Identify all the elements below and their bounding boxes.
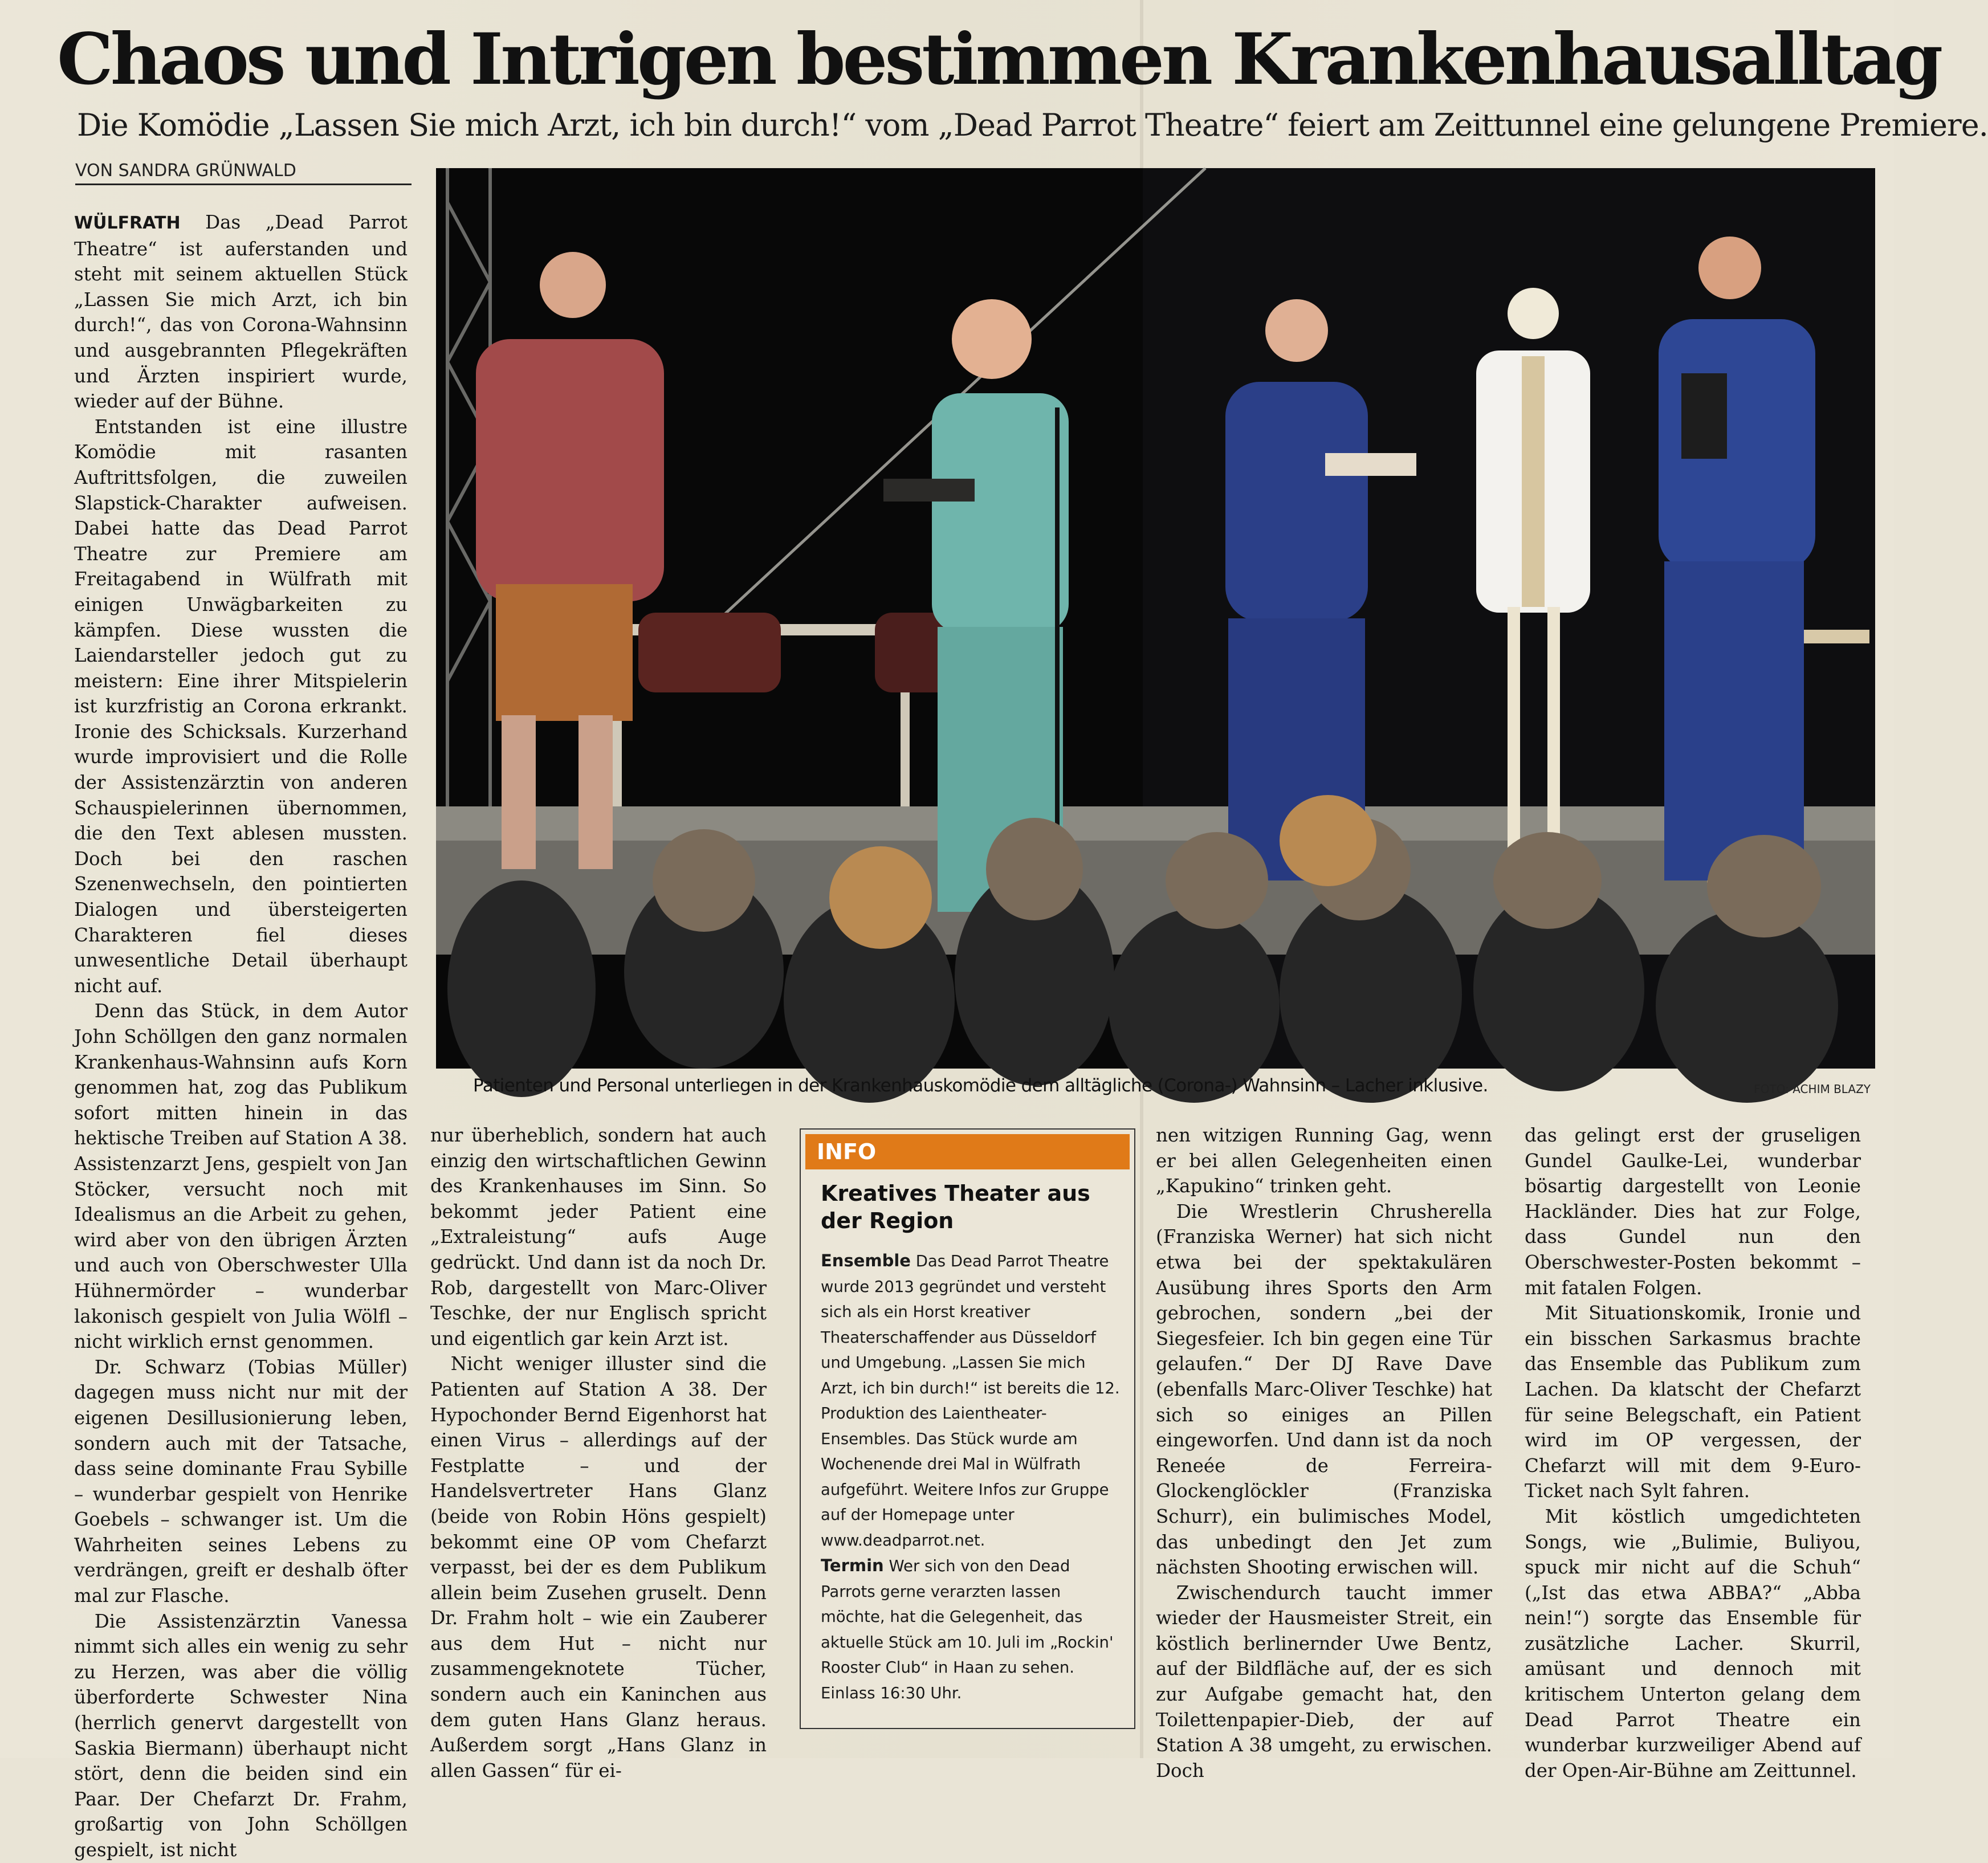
paragraph: Mit Situationskomik, Ironie und ein bisschen Sarkasmus brachte das Ensemble das Publikum zum Lachen. Da klatscht der Chefarzt für seine Belegschaft, ein Patient wird im OP vergessen, der Chefarzt will mit dem 9-Euro-Ticket nach Sylt fahren. bbox=[1525, 1302, 1861, 1502]
article-column-2 bbox=[430, 1123, 767, 1782]
info-label-termin: Termin bbox=[821, 1556, 884, 1575]
paragraph: Zwischendurch taucht immer wieder der Hausmeister Streit, ein köstlich berlinernder Uwe Bentz, auf der Bildfläche auf, der es sich zur Aufgabe gemacht hat, den Toilettenpapier-Dieb, der auf Station A 38 umgeht, zu erwischen. Doch bbox=[1156, 1581, 1492, 1782]
info-termin bbox=[821, 1553, 1123, 1706]
photo-caption: Patienten und Personal unterliegen in der Krankenhauskomödie dem alltägliche (Corona-) Wahnsinn – Lacher inklusive. bbox=[473, 1075, 1488, 1096]
info-termin-text: Wer sich von den Dead Parrots gerne verarzten lassen möchte, hat die Gelegenheit, das aktuelle Stück am 10. Juli im „Rockin' Rooster Club“ in Haan zu sehen. Einlass 16:30 Uhr. bbox=[821, 1557, 1114, 1702]
info-ensemble bbox=[821, 1248, 1123, 1553]
paragraph: nur überheblich, sondern hat auch einzig den wirtschaftlichen Gewinn des Krankenhauses im Sinn. So bekommt jeder Patient eine „Extraleistung“ aufs Auge gedrückt. Und dann ist da noch Dr. Rob, dargestellt von Marc-Oliver Teschke, der nur Englisch spricht und eigentlich gar kein Arzt ist. bbox=[430, 1124, 767, 1350]
paragraph: Mit köstlich umgedichteten Songs, wie „Bulimie, Buliyou, spuck mir nicht auf die Schuh“ („Ist das etwa ABBA?“ „Abba nein!“) sorgte das Ensemble für zusätzliche Lacher. Skurril, amüsant und dennoch mit kritischem Unterton gelang dem Dead Parrot Theatre ein wunderbar kurzweiliger Abend auf der Open-Air-Bühne am Zeittunnel. bbox=[1525, 1505, 1861, 1782]
info-tag: INFO bbox=[805, 1134, 1130, 1169]
article-column-1 bbox=[74, 210, 408, 1861]
info-title: Kreatives Theater aus der Region bbox=[821, 1181, 1090, 1233]
article-column-4 bbox=[1156, 1123, 1492, 1782]
paragraph-text: Das „Dead Parrot Theatre“ ist auferstanden und steht mit seinem aktuellen Stück „Lassen Sie mich Arzt, ich bin durch!“, das von Corona-Wahnsinn und ausgebrannten Pflegekräften und Ärzten inspiriert wurde, wieder auf der Bühne. bbox=[74, 211, 408, 413]
headline: Chaos und Intrigen bestimmen Krankenhausalltag bbox=[57, 18, 1941, 101]
info-box bbox=[800, 1128, 1135, 1729]
paragraph: das gelingt erst der gruseligen Gundel Gaulke-Lei, wunderbar bösartig dargestellt von Leonie Hackländer. Dies hat zur Folge, dass Gundel nun den Oberschwester-Posten bekommt – mit fatalen Folgen. bbox=[1525, 1124, 1861, 1299]
paragraph: Die Wrestlerin Chrusherella (Franziska Werner) hat sich nicht etwa bei der spektakulären Ausübung ihres Sports den Arm gebrochen, sondern „bei der Siegesfeier. Ich bin gegen eine Tür gelaufen.“ Der DJ Rave Dave (ebenfalls Marc-Oliver Teschke) hat sich so einiges an Pillen eingeworfen. Und dann ist da noch Reneée de Ferreira-Glockenglöckler (Franziska Schurr), ein bulimisches Model, das unbedingt den Jet zum nächsten Shooting erwischen will. bbox=[1156, 1200, 1492, 1579]
paragraph: Nicht weniger illuster sind die Patienten auf Station A 38. Der Hypochonder Bernd Eigenhorst hat einen Virus – allerdings auf der Festplatte – und der Handelsvertreter Hans Glanz (beide von Robin Höns gespielt) bekommt eine OP vom Chefarzt verpasst, bei der es dem Publikum allein beim Zusehen gruselt. Denn Dr. Frahm holt – wie ein Zauberer aus dem Hut – nicht nur zusammengeknotete Tücher, sondern auch ein Kaninchen aus dem guten Hans Glanz heraus. Außerdem sorgt „Hans Glanz in allen Gassen“ für ei- bbox=[430, 1353, 767, 1782]
paragraph: Denn das Stück, in dem Autor John Schöllgen den ganz normalen Krankenhaus-Wahnsinn aufs Korn genommen hat, zog das Publikum sofort mitten hinein in das hektische Treiben auf Station A 38. Assistenzarzt Jens, gespielt von Jan Stöcker, versucht noch mit Idealismus an die Arbeit zu gehen, wird aber von den übrigen Ärzten und auch von Oberschwester Ulla Hühnermörder – wunderbar lakonisch gespielt von Julia Wölfl – nicht wirklich ernst genommen. bbox=[74, 1000, 408, 1353]
paragraph: Dr. Schwarz (Tobias Müller) dagegen muss nicht nur mit der eigenen Desillusionierung leben, sondern auch mit der Tatsache, dass seine dominante Frau Sybille – wunderbar gespielt von Henrike Goebels – schwanger ist. Um die Wahrheiten seines Lebens zu verdrängen, greift er deshalb öfter mal zur Flasche. bbox=[74, 1356, 408, 1607]
info-label-ensemble: Ensemble bbox=[821, 1251, 911, 1270]
byline: VON SANDRA GRÜNWALD bbox=[75, 158, 412, 185]
photo-credit: FOTO: ACHIM BLAZY bbox=[1754, 1082, 1871, 1096]
info-body bbox=[821, 1248, 1123, 1721]
stage-photo bbox=[436, 168, 1875, 1069]
paragraph: Die Assistenzärztin Vanessa nimmt sich alles ein wenig zu sehr zu Herzen, was aber die völlig überforderte Schwester Nina (herrlich genervt dargestellt von Saskia Biermann) überhaupt nicht stört, denn die beiden sind ein Paar. Der Chefarzt Dr. Frahm, großartig von John Schöllgen gespielt, ist nicht bbox=[74, 1610, 408, 1861]
paragraph bbox=[74, 210, 408, 414]
info-ensemble-text: Das Dead Parrot Theatre wurde 2013 gegründet und versteht sich als ein Horst kreativer Theaterschaffender aus Düsseldorf und Umgebung. „Lassen Sie mich Arzt, ich bin durch!“ ist bereits die 12. Produktion des Laientheater-Ensembles. Das Stück wurde am Wochenende drei Mal in Wülfrath aufgeführt. Weitere Infos zur Gruppe auf der Homepage unter www.deadparrot.net. bbox=[821, 1252, 1120, 1550]
dateline: WÜLFRATH bbox=[74, 213, 181, 233]
subheadline: Die Komödie „Lassen Sie mich Arzt, ich bin durch!“ vom „Dead Parrot Theatre“ feiert am Zeittunnel eine gelungene Premiere. bbox=[77, 107, 1988, 143]
article-column-5 bbox=[1525, 1123, 1861, 1782]
photo-illustration bbox=[436, 168, 1875, 1069]
paragraph: Entstanden ist eine illustre Komödie mit rasanten Auftrittsfolgen, die zuweilen Slapstick-Charakter aufweisen. Dabei hatte das Dead Parrot Theatre zur Premiere am Freitagabend in Wülfrath mit einigen Unwägbarkeiten zu kämpfen. Diese wussten die Laiendarsteller jedoch gut zu meistern: Eine ihrer Mitspielerin ist kurzfristig an Corona erkrankt. Ironie des Schicksals. Kurzerhand wurde improvisiert und die Rolle der Assistenzärztin von anderen Schauspielerinnen übernommen, die den Text ablesen mussten. Doch bei den raschen Szenenwechseln, den pointierten Dialogen und übersteigerten Charakteren fiel dieses unwesentliche Detail überhaupt nicht auf. bbox=[74, 415, 408, 997]
paragraph: nen witzigen Running Gag, wenn er bei allen Gelegenheiten einen „Kapukino“ trinken geht. bbox=[1156, 1124, 1492, 1197]
